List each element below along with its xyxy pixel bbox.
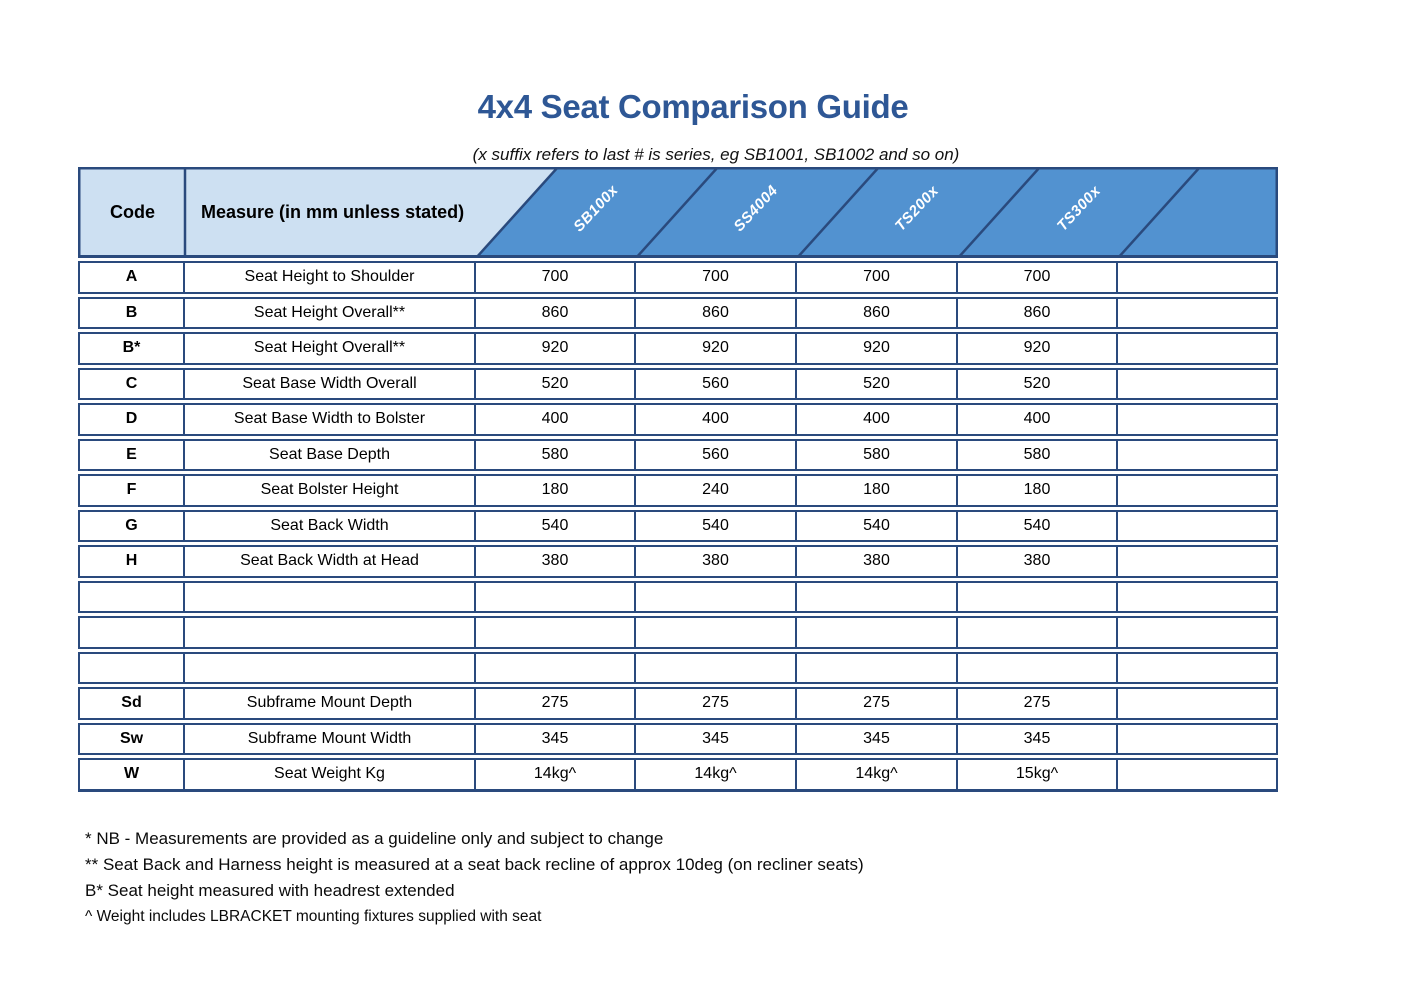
value-cell: 400 <box>636 403 797 436</box>
code-cell: D <box>78 403 185 436</box>
measure-cell: Seat Back Width <box>185 510 476 543</box>
value-cell <box>958 581 1118 614</box>
measure-cell: Seat Back Width at Head <box>185 545 476 578</box>
value-cell: 345 <box>636 723 797 756</box>
measure-cell: Seat Height to Shoulder <box>185 261 476 294</box>
code-cell: F <box>78 474 185 507</box>
value-cell <box>636 616 797 649</box>
table-row <box>78 510 1278 543</box>
value-cell: 540 <box>636 510 797 543</box>
empty-column-cell <box>1118 687 1278 720</box>
value-cell <box>958 652 1118 685</box>
measure-cell: Subframe Mount Width <box>185 723 476 756</box>
empty-column-cell <box>1118 545 1278 578</box>
measure-column-header: Measure (in mm unless stated) <box>201 202 465 222</box>
code-cell: B* <box>78 332 185 365</box>
page-title: 4x4 Seat Comparison Guide <box>477 88 909 125</box>
value-cell: 180 <box>476 474 636 507</box>
value-cell: 14kg^ <box>797 758 958 792</box>
table-row <box>78 297 1278 330</box>
value-cell: 15kg^ <box>958 758 1118 792</box>
code-cell: G <box>78 510 185 543</box>
table-row <box>78 261 1278 294</box>
value-cell <box>797 581 958 614</box>
empty-column-cell <box>1118 474 1278 507</box>
empty-column-cell <box>1118 297 1278 330</box>
measure-cell: Seat Height Overall** <box>185 297 476 330</box>
code-cell: E <box>78 439 185 472</box>
empty-column-cell <box>1118 439 1278 472</box>
value-cell <box>797 616 958 649</box>
value-cell: 860 <box>636 297 797 330</box>
value-cell: 580 <box>476 439 636 472</box>
value-cell: 700 <box>958 261 1118 294</box>
comparison-table <box>78 258 1278 795</box>
value-cell: 275 <box>636 687 797 720</box>
value-cell: 345 <box>797 723 958 756</box>
footnote-weight: ^ Weight includes LBRACKET mounting fixtures supplied with seat <box>85 908 542 925</box>
value-cell: 400 <box>476 403 636 436</box>
measure-cell: Seat Weight Kg <box>185 758 476 792</box>
empty-column-cell <box>1118 581 1278 614</box>
value-cell <box>636 581 797 614</box>
table-row <box>78 687 1278 720</box>
value-cell <box>958 616 1118 649</box>
code-cell: H <box>78 545 185 578</box>
value-cell: 860 <box>797 297 958 330</box>
footnote-headrest: B* Seat height measured with headrest extended <box>85 881 455 900</box>
code-cell <box>78 652 185 685</box>
value-cell: 400 <box>797 403 958 436</box>
measure-cell: Seat Base Depth <box>185 439 476 472</box>
comparison-table-grid <box>78 258 1278 795</box>
measure-cell <box>185 616 476 649</box>
table-row <box>78 332 1278 365</box>
value-cell: 520 <box>476 368 636 401</box>
value-cell: 920 <box>476 332 636 365</box>
value-cell: 920 <box>958 332 1118 365</box>
empty-column-cell <box>1118 332 1278 365</box>
empty-column-cell <box>1118 261 1278 294</box>
empty-column-cell <box>1118 723 1278 756</box>
value-cell: 240 <box>636 474 797 507</box>
measure-cell: Subframe Mount Depth <box>185 687 476 720</box>
value-cell: 860 <box>476 297 636 330</box>
code-cell: A <box>78 261 185 294</box>
product-header-ts300x: TS300x <box>1053 182 1105 235</box>
table-row <box>78 439 1278 472</box>
code-cell: B <box>78 297 185 330</box>
empty-column-cell <box>1118 652 1278 685</box>
code-cell: C <box>78 368 185 401</box>
value-cell <box>476 581 636 614</box>
value-cell: 180 <box>797 474 958 507</box>
product-header-ss4004: SS4004 <box>730 182 782 235</box>
value-cell: 275 <box>797 687 958 720</box>
value-cell <box>797 652 958 685</box>
table-row <box>78 474 1278 507</box>
footnote-guideline: * NB - Measurements are provided as a guideline only and subject to change <box>85 829 664 848</box>
footnotes <box>85 826 864 930</box>
value-cell: 540 <box>958 510 1118 543</box>
value-cell: 345 <box>476 723 636 756</box>
value-cell: 180 <box>958 474 1118 507</box>
value-cell: 380 <box>476 545 636 578</box>
value-cell: 700 <box>476 261 636 294</box>
page-subtitle: (x suffix refers to last # is series, eg SB1001, SB1002 and so on) <box>472 145 960 164</box>
code-column-header: Code <box>110 202 155 222</box>
code-cell: Sd <box>78 687 185 720</box>
value-cell: 540 <box>476 510 636 543</box>
value-cell: 860 <box>958 297 1118 330</box>
measure-cell: Seat Base Width to Bolster <box>185 403 476 436</box>
value-cell: 560 <box>636 368 797 401</box>
value-cell <box>476 616 636 649</box>
value-cell: 400 <box>958 403 1118 436</box>
code-cell <box>78 581 185 614</box>
value-cell: 580 <box>958 439 1118 472</box>
empty-column-cell <box>1118 616 1278 649</box>
comparison-table-body <box>78 261 1278 792</box>
table-row <box>78 545 1278 578</box>
empty-table-row <box>78 652 1278 685</box>
table-row <box>78 723 1278 756</box>
code-cell: W <box>78 758 185 792</box>
value-cell: 920 <box>636 332 797 365</box>
value-cell: 380 <box>636 545 797 578</box>
empty-column-cell <box>1118 758 1278 792</box>
measure-cell: Seat Bolster Height <box>185 474 476 507</box>
table-row <box>78 758 1278 792</box>
empty-column-cell <box>1118 368 1278 401</box>
value-cell: 520 <box>958 368 1118 401</box>
measure-cell <box>185 652 476 685</box>
measure-cell <box>185 581 476 614</box>
code-cell: Sw <box>78 723 185 756</box>
value-cell: 275 <box>958 687 1118 720</box>
value-cell: 700 <box>797 261 958 294</box>
table-header <box>78 167 1278 258</box>
table-row <box>78 368 1278 401</box>
footnote-recline: ** Seat Back and Harness height is measured at a seat back recline of approx 10deg (on recliner seats) <box>85 855 864 874</box>
value-cell <box>476 652 636 685</box>
empty-column-cell <box>1118 403 1278 436</box>
value-cell: 520 <box>797 368 958 401</box>
value-cell: 560 <box>636 439 797 472</box>
product-header-ts200x: TS200x <box>891 182 943 235</box>
empty-table-row <box>78 581 1278 614</box>
empty-table-row <box>78 616 1278 649</box>
value-cell <box>636 652 797 685</box>
value-cell: 700 <box>636 261 797 294</box>
value-cell: 540 <box>797 510 958 543</box>
value-cell: 14kg^ <box>476 758 636 792</box>
value-cell: 380 <box>797 545 958 578</box>
value-cell: 275 <box>476 687 636 720</box>
measure-cell: Seat Height Overall** <box>185 332 476 365</box>
value-cell: 345 <box>958 723 1118 756</box>
code-cell <box>78 616 185 649</box>
value-cell: 14kg^ <box>636 758 797 792</box>
table-row <box>78 403 1278 436</box>
empty-column-cell <box>1118 510 1278 543</box>
measure-cell: Seat Base Width Overall <box>185 368 476 401</box>
value-cell: 380 <box>958 545 1118 578</box>
product-header-sb100x: SB100x <box>570 181 622 236</box>
value-cell: 920 <box>797 332 958 365</box>
value-cell: 580 <box>797 439 958 472</box>
